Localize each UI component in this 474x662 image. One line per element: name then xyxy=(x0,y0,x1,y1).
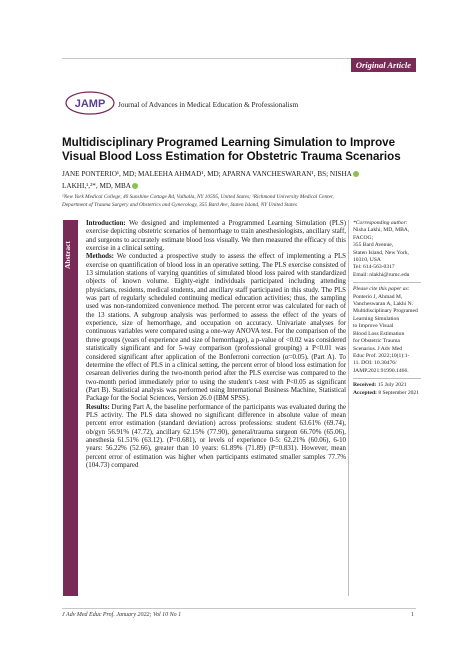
intro-heading: Introduction: xyxy=(86,220,126,227)
abstract-paragraph xyxy=(86,253,346,403)
abstract-label: Abstract xyxy=(63,241,72,269)
orcid-icon[interactable] xyxy=(353,171,359,177)
accepted-date: Accepted: 8 September 2021 xyxy=(353,389,420,396)
corr-email[interactable]: Email: nlakhi@rumc.edu xyxy=(353,271,410,278)
cite-line: Vancheswaran A, Lakhi N. xyxy=(353,301,414,308)
affiliations xyxy=(62,194,418,209)
intro-text: We designed and implemented a Programmed Learning Simulation (PLS) exercise depicting obstetric scenarios of hemorrhage to train anesthesiologists, ancillary staff, and surgeons to accurately estimate blood loss visually. We then measured the efficacy of this exercise in a clinical setting. xyxy=(86,220,346,253)
citation-label: Please cite this paper as: xyxy=(353,286,410,293)
results-text: During Part A, the baseline performance of the participants was evaluated during the PLS activity. The PLS data showed no significant difference in absolute value of mean percent error estimation (standard deviation) across professions: student 63.61% (69.74), ob/gyn 56.91% (47.72), ancillary 62.15% (77.90), general/trauma surgeon 66.70% (65.06), anesthesia 61.51% (63.12). (P=0.681), or levels of experience 0-5: 62.21% (60.06), 6-10 years: 56.22% (52.66), greater than 10 years: 61.89% (71.89) (P=0.831). However, mean percent error of estimation was higher when participants estimated smaller samples 77.7% (104.73) compared xyxy=(86,403,346,469)
abstract-paragraph xyxy=(86,220,346,253)
cite-line: Educ Prof. 2022;10(1):1- xyxy=(353,352,410,359)
article-type-badge: Original Article xyxy=(351,58,416,72)
cite-line: 11. DOI: 10.30476/ xyxy=(353,360,397,367)
page-number: 1 xyxy=(411,612,414,618)
authors-line-1: JANE PONTERIO¹, MD; MALEEHA AHMAD¹, MD; APARNA VANCHESWARAN¹, BS; NISHA xyxy=(62,170,352,178)
affiliation-line-1: ¹New York Medical College, 40 Sunshine Cottage Rd, Valhalla, NY 10595, United States; ²Richmond University Medical Center, xyxy=(62,194,334,200)
cite-line: to Improve Visual xyxy=(353,323,394,330)
authors-line-2: LAKHI,¹,²*, MD, MBA xyxy=(62,181,131,190)
cite-line: Learning Simulation xyxy=(353,315,400,322)
abstract-paragraph xyxy=(86,404,346,471)
author-list xyxy=(62,169,418,192)
footer-journal-ref: J Adv Med Educ Prof. January 2022; Vol 10 No 1 xyxy=(62,612,182,618)
abstract-body xyxy=(86,220,346,600)
corr-line: 355 Bard Avenue, xyxy=(353,242,394,249)
corr-line: 10310, USA xyxy=(353,257,381,264)
column-divider xyxy=(348,220,349,596)
sidebar-divider xyxy=(353,378,421,379)
corr-line: Staten Island, New York, xyxy=(353,249,409,256)
methods-text: We conducted a prospective study to assess the effect of implementing a PLS exercise on quantification of blood loss in an operative setting. The PLS exercise consisted of 13 simulation stations of varying quantities of simulated blood loss paired with standardized objects of known volume. Eighty-eight individuals participated including attending physicians, residents, medical students, and ancillary staff participated in this study. The PLS was part of regularly scheduled continuing medical education activities; thus, the sampling used was non-randomized convenience method. The percent error was calculated for each of the 13 stations. A subgroup analysis was performed to assess the effect of the years of experience, size of hemorrhage, and occupation on accuracy. Univariate analyses for continuous variables were compared using a one-way ANOVA test. For the comparison of the three groups (years of experience and size of hemorrhage), a p-value of <0.02 was considered statistically significant and for 5-way comparison (professional grouping) a P<0.01 was considered significant after application of the Bonferroni correction (α=0.05). (Part A). To determine the effect of PLS in a clinical setting, the percent error of blood loss estimation for cesarean deliveries during the two-month period after the PLS exercise was compared to the two-month period immediately prior to using the student's t-test with P<0.05 as significant (Part B). Statistical analysis was performed using International Business Machine, Statistical Package for the Social Sciences, Version 26.0 (IBM SPSS). xyxy=(86,253,346,403)
methods-heading: Methods: xyxy=(86,253,114,261)
footer-rule xyxy=(62,608,416,609)
cite-line: Multidisciplinary Programed xyxy=(353,308,418,315)
orcid-icon[interactable] xyxy=(132,183,138,189)
journal-logo xyxy=(64,90,116,116)
corr-line: Tel: 614-563-0317 xyxy=(353,264,395,271)
received-date: Received: 15 July 2021 xyxy=(353,382,407,389)
results-heading: Results: xyxy=(86,403,110,411)
corresponding-author-label: *Corresponding author: xyxy=(353,220,408,226)
logo-text: JAMP xyxy=(74,98,106,110)
cite-line: Blood Loss Estimation xyxy=(353,330,405,337)
cite-line: Scenarios. J Adv Med xyxy=(353,345,403,352)
affiliation-line-2: Department of Trauma Surgery and Obstetrics and Gynecology, 355 Bard Ave, Staten Island, NY United States xyxy=(62,201,297,208)
journal-name: Journal of Advances in Medical Education & Professionalism xyxy=(118,100,299,109)
cite-line: for Obstetric Trauma xyxy=(353,338,400,345)
corr-line: FACOG; xyxy=(353,234,374,241)
article-title: Multidisciplinary Programed Learning Simulation to Improve Visual Blood Loss Estimation for Obstetric Trauma Scenarios xyxy=(62,136,401,163)
cite-line: Ponterio J, Ahmad M, xyxy=(353,293,403,300)
corr-line: Nisha Lakhi, MD, MBA, xyxy=(353,227,410,234)
sidebar-divider xyxy=(353,282,421,283)
article-info-sidebar xyxy=(353,220,421,397)
cite-line[interactable]: JAMP.2021.91990.1466. xyxy=(353,367,409,374)
